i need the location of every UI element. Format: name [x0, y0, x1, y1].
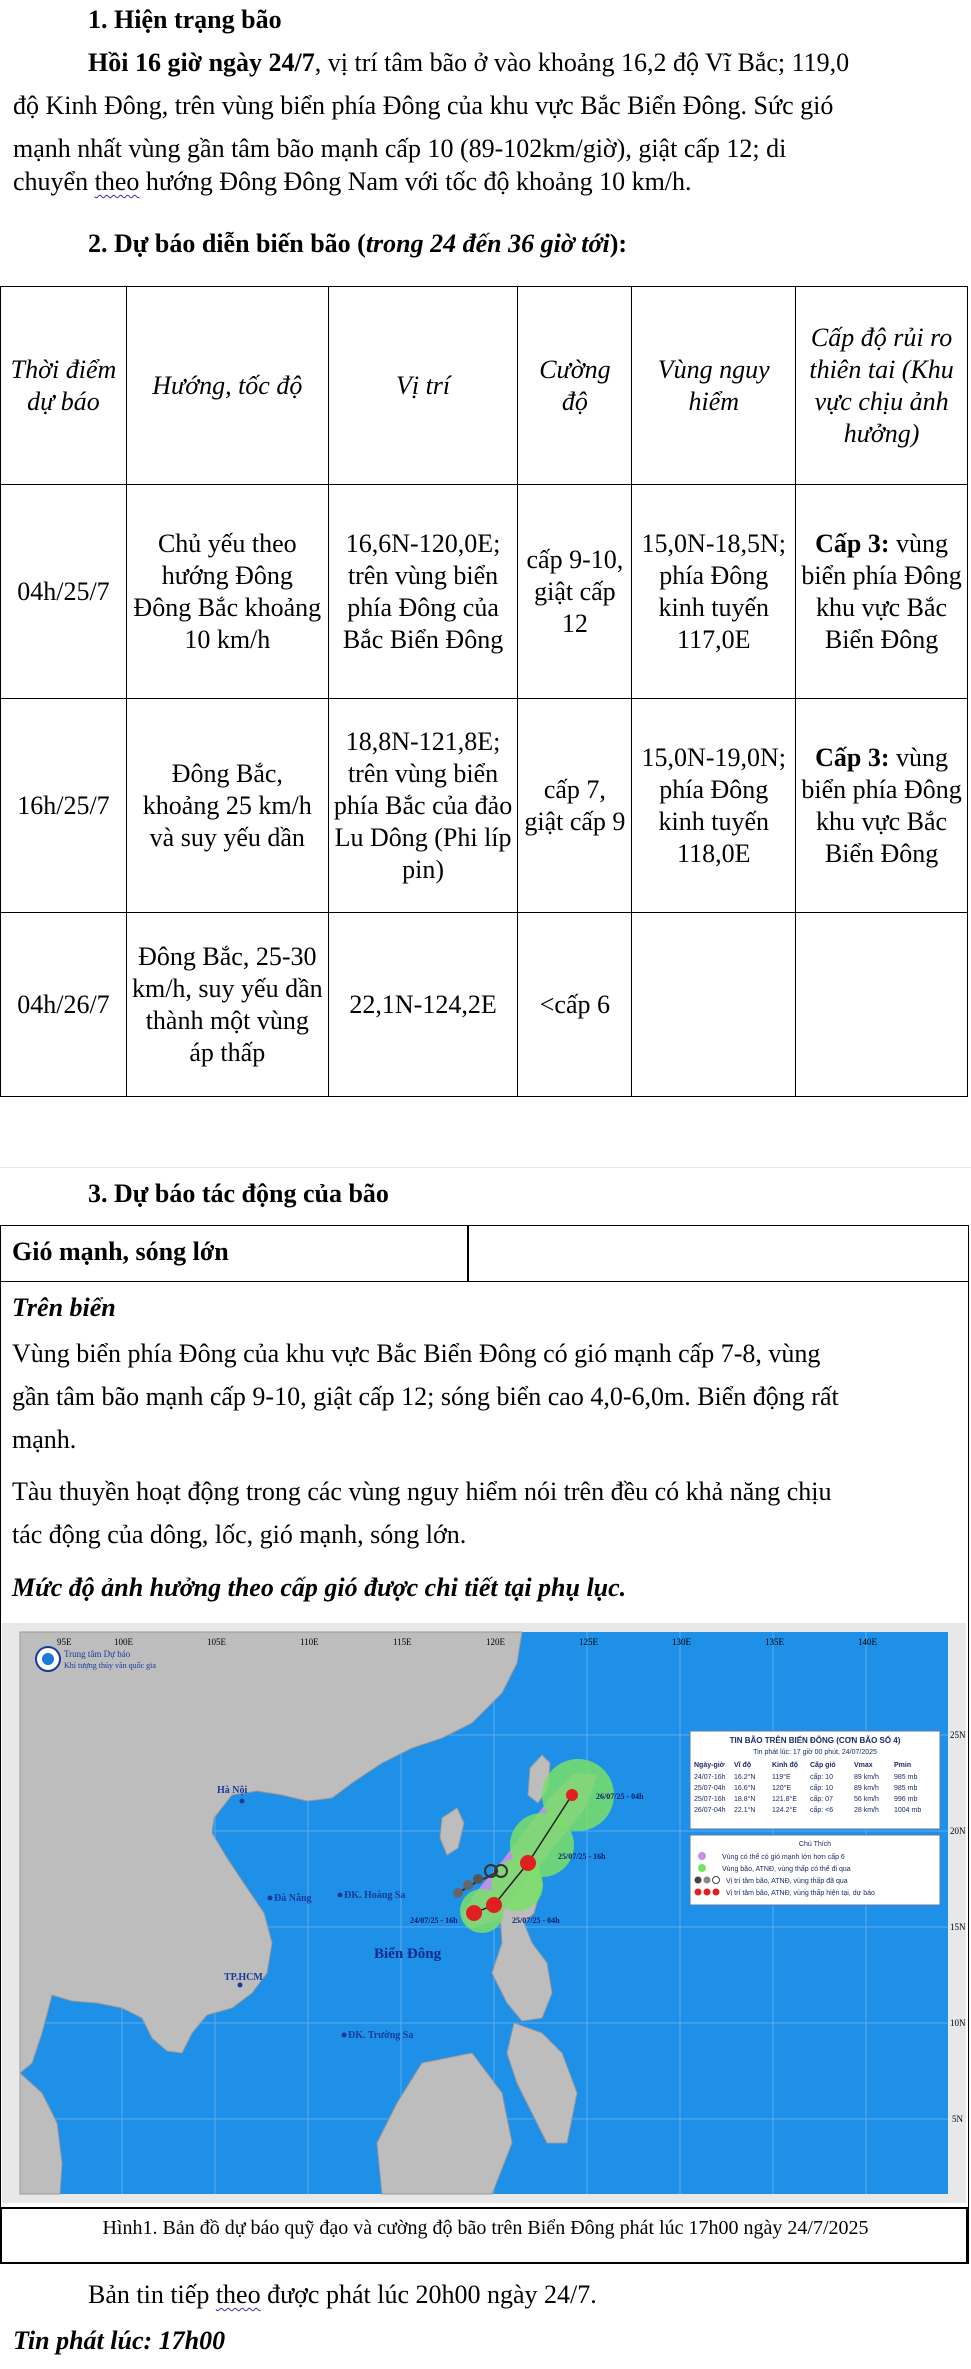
svg-text:56 km/h: 56 km/h — [854, 1796, 879, 1803]
table-row — [1, 699, 968, 913]
info-col: Vmax — [854, 1762, 873, 1769]
legend-swatch — [704, 1889, 711, 1896]
cell-direction-speed: 10 km/h — [184, 624, 271, 654]
city-truongsa: ĐK. Trường Sa — [348, 2030, 414, 2041]
svg-text:89 km/h: 89 km/h — [854, 1785, 879, 1792]
svg-text:28 km/h: 28 km/h — [854, 1807, 879, 1814]
cell-time: 04h/25/7 — [1, 485, 127, 699]
cell-intensity: cấp 9-10, giật cấp 12 — [518, 485, 632, 699]
section-1-heading: 1. Hiện trạng bão — [88, 5, 282, 34]
s2-heading-italic: trong 24 đến 36 giờ tới — [365, 229, 610, 258]
city-hoangsa: ĐK. Hoàng Sa — [344, 1890, 406, 1901]
svg-text:cấp: 07: cấp: 07 — [810, 1796, 833, 1803]
lat-label: 25N — [950, 1730, 966, 1740]
lat-label: 20N — [950, 1826, 966, 1836]
svg-text:25/07-16h: 25/07-16h — [694, 1796, 726, 1803]
track-label: 25/07/25 - 04h — [512, 1916, 560, 1925]
caption-bottom-rule — [0, 2262, 968, 2264]
s2-heading-end: ): — [609, 229, 628, 258]
lon-label: 115E — [393, 1637, 412, 1647]
info-col: Kinh độ — [772, 1762, 799, 1769]
caption-top-rule — [0, 2207, 968, 2209]
caption-right-rule — [966, 2207, 968, 2263]
page-separator — [0, 1167, 971, 1168]
lon-label: 125E — [579, 1637, 598, 1647]
svg-text:18.8°N: 18.8°N — [734, 1796, 756, 1803]
next-bulletin-u: theo — [215, 2280, 261, 2309]
city-hanoi: Hà Nội — [217, 1785, 248, 1796]
svg-text:119°E: 119°E — [772, 1774, 791, 1781]
cell-time: 16h/25/7 — [1, 699, 127, 913]
s1-line-4u: theo — [94, 167, 140, 196]
info-col: Pmin — [894, 1762, 912, 1769]
svg-text:cấp: <6: cấp: <6 — [810, 1807, 834, 1814]
cell-time: 04h/26/7 — [1, 913, 127, 1097]
sea-p2-line-1: Tàu thuyền hoạt động trong các vùng nguy hiểm nói trên đều có khả năng chịu — [12, 1477, 832, 1506]
agency-name: Trung tâm Dự báo — [64, 1649, 131, 1659]
info-issued: Tin phát lúc: 17 giờ 00 phút, 24/07/2025 — [753, 1749, 877, 1756]
s1-line-4a: chuyển — [13, 167, 95, 196]
table-header-row — [1, 287, 968, 485]
legend-swatch — [698, 1852, 706, 1860]
legend-swatch — [698, 1864, 706, 1872]
map-bottom-frame — [2, 2194, 966, 2203]
track-label: 25/07/25 - 16h — [558, 1852, 606, 1861]
sea-p3: Mức độ ảnh hưởng theo cấp gió được chi tiết tại phụ lục. — [12, 1573, 627, 1602]
section-2-heading — [88, 226, 627, 262]
cell-direction: Đông Bắc, khoảng 25 km/h và suy yếu dần — [126, 699, 328, 913]
track-label: 24/07/25 - 16h — [410, 1916, 458, 1925]
past-position — [453, 1888, 463, 1898]
legend-item: Vị trí tâm bão, ATNĐ, vùng thấp đã qua — [726, 1878, 848, 1885]
lon-label: 100E — [114, 1637, 133, 1647]
sea-name: Biển Đông — [374, 1946, 442, 1962]
map-legend — [690, 1835, 940, 1905]
info-title: TIN BÃO TRÊN BIỂN ĐÔNG (CƠN BÃO SỐ 4) — [729, 1736, 901, 1745]
lon-label: 95E — [57, 1637, 72, 1647]
svg-text:985 mb: 985 mb — [894, 1785, 918, 1792]
svg-text:24/07-16h: 24/07-16h — [694, 1774, 726, 1781]
sea-p1-line-3: mạnh. — [12, 1425, 77, 1454]
past-position — [463, 1880, 473, 1890]
s2-heading-text: 2. Dự báo diễn biến bão ( — [88, 229, 366, 258]
city-danang: Đà Nẵng — [274, 1893, 312, 1904]
cell-direction: Đông Bắc, 25-30 km/h, suy yếu dần thành một vùng áp thấp — [126, 913, 328, 1097]
legend-item: Vị trí tâm bão, ATNĐ, vùng thấp hiện tại, dự báo — [726, 1890, 875, 1897]
svg-text:25/07-04h: 25/07-04h — [694, 1785, 726, 1792]
cell-direction-text: Chủ yếu theo hướng Đông Đông Bắc khoảng — [133, 528, 322, 622]
svg-text:124.2°E: 124.2°E — [772, 1807, 797, 1814]
th-intensity: Cường độ — [518, 287, 632, 485]
th-danger-zone: Vùng nguy hiểm — [632, 287, 796, 485]
sea-title: Trên biển — [12, 1293, 116, 1322]
table-row — [1, 913, 968, 1097]
svg-text:cấp: 10: cấp: 10 — [810, 1774, 833, 1781]
storm-forecast-map — [2, 1623, 966, 2203]
cell-position: 18,8N-121,8E; trên vùng biển phía Bắc của đảo Lu Dông (Phi líp pin) — [328, 699, 518, 913]
info-col: Ngày-giờ — [694, 1762, 725, 1769]
svg-text:16.2°N: 16.2°N — [734, 1774, 756, 1781]
city-hcm: TP.HCM — [224, 1972, 263, 1983]
cell-risk-level-bold: Cấp 3: — [815, 528, 890, 558]
forecast-position — [566, 1789, 578, 1801]
s1-line-3: mạnh nhất vùng gần tâm bão mạnh cấp 10 (89-102km/giờ), giật cấp 12; di — [13, 134, 787, 163]
lon-label: 105E — [207, 1637, 226, 1647]
cell-danger-zone: 15,0N-18,5N; phía Đông kinh tuyến 117,0E — [632, 485, 796, 699]
next-bulletin-b: được phát lúc 20h00 ngày 24/7. — [260, 2280, 597, 2309]
cell-risk-level — [796, 485, 968, 699]
storm-info-box — [690, 1731, 940, 1829]
impact-box-divider — [467, 1226, 469, 1281]
next-bulletin-a: Bản tin tiếp — [88, 2280, 216, 2309]
cell-direction — [126, 485, 328, 699]
impact-box-title: Gió mạnh, sóng lớn — [12, 1237, 229, 1266]
lon-label: 135E — [765, 1637, 784, 1647]
legend-swatch — [695, 1877, 702, 1884]
cell-danger-zone — [632, 913, 796, 1097]
s1-line-2: độ Kinh Đông, trên vùng biển phía Đông của khu vực Bắc Biển Đông. Sức gió — [13, 91, 834, 120]
forecast-position — [520, 1855, 536, 1871]
lon-label: 140E — [858, 1637, 877, 1647]
legend-title: Chú Thích — [798, 1841, 832, 1848]
cell-risk-level-text: vùng biển phía Đông khu vực Bắc Biển Đông — [801, 528, 962, 654]
sea-p2-line-2: tác động của dông, lốc, gió mạnh, sóng lớn. — [12, 1520, 467, 1549]
section-3-heading: 3. Dự báo tác động của bão — [88, 1179, 389, 1208]
cell-position: 22,1N-124,2E — [328, 913, 518, 1097]
svg-text:120°E: 120°E — [772, 1785, 792, 1792]
svg-text:16.6°N: 16.6°N — [734, 1785, 756, 1792]
svg-text:1004 mb: 1004 mb — [894, 1807, 922, 1814]
th-risk-level: Cấp độ rủi ro thiên tai (Khu vực chịu ảnh hưởng) — [796, 287, 968, 485]
lat-label: 15N — [950, 1922, 966, 1932]
map-top-frame — [2, 1623, 966, 1632]
lon-label: 110E — [300, 1637, 319, 1647]
th-direction: Hướng, tốc độ — [126, 287, 328, 485]
legend-swatch — [713, 1889, 720, 1896]
info-col: Vĩ độ — [734, 1762, 752, 1769]
svg-text:121.8°E: 121.8°E — [772, 1796, 797, 1803]
track-label: 26/07/25 - 04h — [596, 1792, 644, 1801]
lat-label: 10N — [950, 2018, 966, 2028]
cell-intensity: cấp 7, giật cấp 9 — [518, 699, 632, 913]
svg-text:985 mb: 985 mb — [894, 1774, 918, 1781]
svg-text:996 mb: 996 mb — [894, 1796, 918, 1803]
cell-position: 16,6N-120,0E; trên vùng biển phía Đông của Bắc Biển Đông — [328, 485, 518, 699]
current-position — [466, 1905, 482, 1921]
svg-text:cấp: 10: cấp: 10 — [810, 1785, 833, 1792]
issued-time: Tin phát lúc: 17h00 — [13, 2326, 226, 2355]
lon-label: 120E — [486, 1637, 505, 1647]
svg-text:89 km/h: 89 km/h — [854, 1774, 879, 1781]
sea-p1-line-2: gần tâm bão mạnh cấp 9-10, giật cấp 12; sóng biển cao 4,0-6,0m. Biển động rất — [12, 1382, 839, 1411]
legend-swatch — [695, 1889, 702, 1896]
lat-label: 5N — [952, 2114, 963, 2124]
lon-label: 130E — [672, 1637, 691, 1647]
cell-risk-level-bold: Cấp 3: — [815, 742, 890, 772]
forecast-table — [0, 286, 968, 1097]
s1-line-4 — [13, 164, 692, 200]
cell-risk-level-text: vùng biển phía Đông khu vực Bắc Biển Đông — [801, 742, 962, 868]
forecast-position — [486, 1897, 502, 1913]
cell-intensity: <cấp 6 — [518, 913, 632, 1097]
past-position — [473, 1874, 483, 1884]
table-row — [1, 485, 968, 699]
th-time: Thời điểm dự báo — [1, 287, 127, 485]
th-position: Vị trí — [328, 287, 518, 485]
sea-p1-line-1: Vùng biển phía Đông của khu vực Bắc Biển Đông có gió mạnh cấp 7-8, vùng — [12, 1339, 821, 1368]
map-left-frame — [2, 1623, 20, 2203]
info-col: Cấp gió — [810, 1762, 836, 1769]
figure-caption: Hình1. Bản đồ dự báo quỹ đạo và cường độ bão trên Biển Đông phát lúc 17h00 ngày 24/7/2025 — [102, 2217, 869, 2239]
cell-risk-level — [796, 699, 968, 913]
svg-text:22.1°N: 22.1°N — [734, 1807, 756, 1814]
s1-line-4b: hướng Đông Đông Nam với tốc độ khoảng 10 km/h. — [139, 167, 692, 196]
cell-danger-zone: 15,0N-19,0N; phía Đông kinh tuyến 118,0E — [632, 699, 796, 913]
cell-risk-level — [796, 913, 968, 1097]
next-bulletin — [88, 2277, 597, 2313]
agency-name-sub: Khí tượng thủy văn quốc gia — [64, 1661, 156, 1670]
legend-item: Vùng có thể có gió mạnh lớn hơn cấp 6 — [722, 1854, 845, 1861]
legend-swatch — [704, 1877, 711, 1884]
legend-item: Vùng bão, ATNĐ, vùng thấp có thể đi qua — [722, 1866, 851, 1873]
s1-line-1-text: , vị trí tâm bão ở vào khoảng 16,2 độ Vĩ Bắc; 119,0 — [314, 48, 850, 77]
svg-text:26/07-04h: 26/07-04h — [694, 1807, 726, 1814]
s1-lead: Hồi 16 giờ ngày 24/7 — [88, 48, 315, 77]
s1-line-1 — [88, 45, 849, 81]
caption-left-rule — [0, 2207, 2, 2263]
